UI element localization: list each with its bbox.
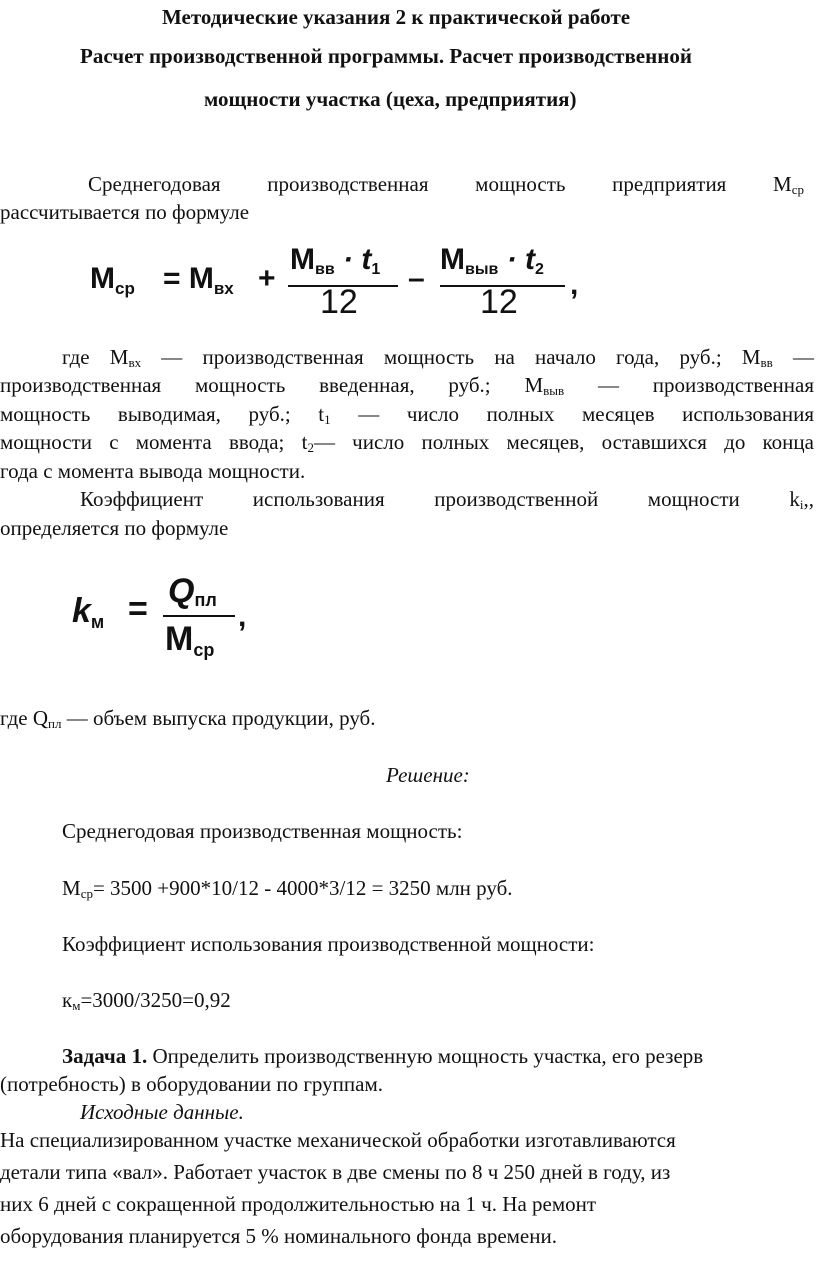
task-paragraph-line2: детали типа «вал». Работает участок в две смены по 8 ч 250 дней в году, из <box>0 1160 671 1184</box>
where1-line5: года с момента вывода мощности. <box>0 459 306 483</box>
task-paragraph-line3: них 6 дней с сокращенной продолжительностью на 1 ч. На ремонт <box>0 1192 597 1216</box>
coef-line1: Коэффициент использования производственной мощности $k_i$,, <box>80 487 814 512</box>
task-paragraph-line1: На специализированном участке механической обработки изготавливаются <box>0 1128 676 1152</box>
solution-heading: Решение: <box>386 763 470 787</box>
task-paragraph-line4: оборудования планируется 5 % номинального фонда времени. <box>0 1224 557 1248</box>
doc-header-line1: Методические указания 2 к практической работе <box>162 5 631 29</box>
task-line1: Задача 1. Определить производственную мощность участка, его резерв <box>62 1044 704 1068</box>
coef-line2: определяется по формуле <box>0 516 229 540</box>
solution-step1: Среднегодовая производственная мощность: <box>62 819 463 843</box>
solution-step3: Коэффициент использования производственной мощности: <box>62 932 595 956</box>
where1-line3: мощность выводимая, руб.; $t_1$ — число полных месяцев использования <box>0 402 814 427</box>
where1-line2: производственная мощность введенная, руб.; $М_{выв}$ — производственная <box>0 373 814 398</box>
doc-header-line2: Расчет производственной программы. Расчет производственной <box>80 44 692 68</box>
task-input-label: Исходные данные. <box>80 1100 244 1124</box>
doc-header-line3: мощности участка (цеха, предприятия) <box>204 87 577 111</box>
where2-line: где $Q_{пл}$ — объем выпуска продукции, руб. <box>0 706 376 731</box>
intro-line1: Среднегодовая производственная мощность предприятия $М_{ср}$ <box>88 172 804 197</box>
where1-line1: где $М_{вх}$ — производственная мощность на начало года, руб.; $М_{вв}$ — <box>62 345 814 370</box>
intro-line2: рассчитывается по формуле <box>0 200 250 224</box>
solution-step4: $к_м=3000/3250=0,92$ <box>62 988 231 1013</box>
solution-step2: $М_{ср}= 3500 +900*10/12 - 4000*3/12 = 3250$ млн руб. <box>62 876 513 901</box>
task-line2: (потребность) в оборудовании по группам. <box>0 1072 383 1096</box>
where1-line4: мощности с момента ввода; $t_2—$ число полных месяцев, оставшихся до конца <box>0 430 814 455</box>
